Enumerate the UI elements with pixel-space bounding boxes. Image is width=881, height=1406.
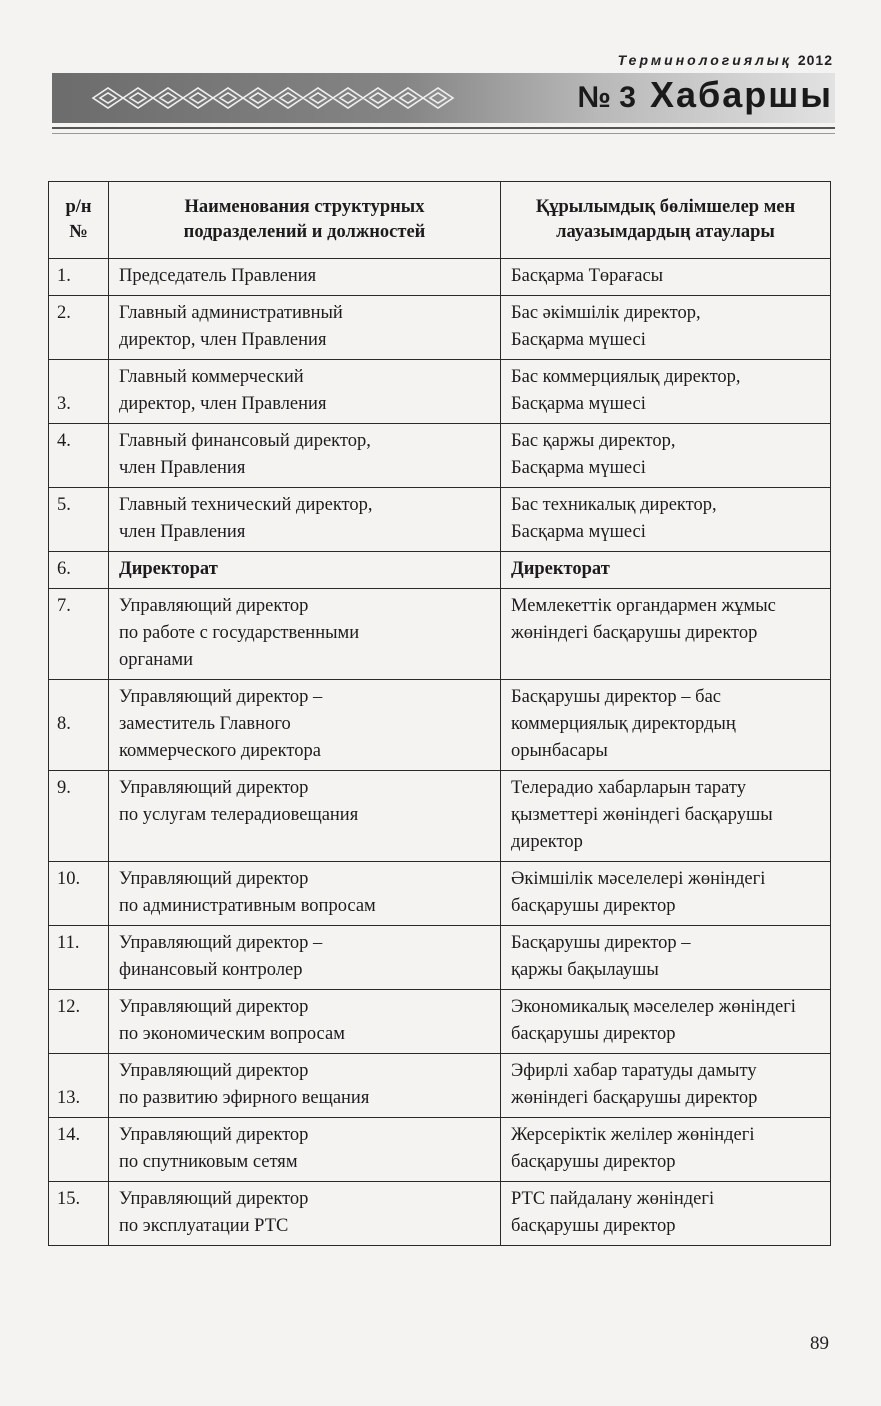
issue-title	[578, 74, 834, 116]
table-row	[49, 1118, 831, 1182]
row-ru: Управляющий директор – финансовый контролер	[109, 926, 501, 990]
row-ru: Главный коммерческий директор, член Правления	[109, 360, 501, 424]
table-row	[49, 1182, 831, 1246]
header-ru: Наименования структурных подразделений и должностей	[109, 182, 501, 259]
row-kz: Экономикалық мәселелер жөніндегі басқарушы директор	[501, 990, 831, 1054]
row-number: 6.	[49, 552, 109, 589]
row-kz: Бас қаржы директор, Басқарма мүшесі	[501, 424, 831, 488]
table-row	[49, 589, 831, 680]
row-kz: Басқарма Төрағасы	[501, 259, 831, 296]
issue-number: № 3	[577, 81, 636, 114]
header-rule	[52, 127, 835, 129]
header-num: р/н №	[49, 182, 109, 259]
row-kz: Әкімшілік мәселелері жөніндегі басқарушы директор	[501, 862, 831, 926]
table-row	[49, 926, 831, 990]
row-kz: Басқарушы директор – қаржы бақылаушы	[501, 926, 831, 990]
row-kz: Жерсеріктік желілер жөніндегі басқарушы директор	[501, 1118, 831, 1182]
row-ru: Управляющий директор по административным вопросам	[109, 862, 501, 926]
row-ru: Управляющий директор по эксплуатации РТС	[109, 1182, 501, 1246]
row-kz: Директорат	[501, 552, 831, 589]
row-ru: Управляющий директор – заместитель Главного коммерческого директора	[109, 680, 501, 771]
row-number: 13.	[49, 1054, 109, 1118]
table-row	[49, 259, 831, 296]
row-number: 7.	[49, 589, 109, 680]
table-row	[49, 296, 831, 360]
row-kz: Бас коммерциялық директор, Басқарма мүшесі	[501, 360, 831, 424]
table-row	[49, 1054, 831, 1118]
table-row	[49, 862, 831, 926]
table-row	[49, 990, 831, 1054]
journal-header	[618, 52, 833, 68]
row-kz: Бас әкімшілік директор, Басқарма мүшесі	[501, 296, 831, 360]
row-ru: Главный административный директор, член Правления	[109, 296, 501, 360]
table-row	[49, 552, 831, 589]
row-kz: Телерадио хабарларын тарату қызметтері жөніндегі басқарушы директор	[501, 771, 831, 862]
row-ru: Управляющий директор по работе с государственными органами	[109, 589, 501, 680]
table-row	[49, 424, 831, 488]
row-kz: Эфирлі хабар таратуды дамыту жөніндегі басқарушы директор	[501, 1054, 831, 1118]
row-ru: Управляющий директор по услугам телерадиовещания	[109, 771, 501, 862]
table-row	[49, 680, 831, 771]
row-ru: Главный финансовый директор, член Правления	[109, 424, 501, 488]
journal-year: 2012	[797, 52, 833, 68]
row-kz: Басқарушы директор – бас коммерциялық директордың орынбасары	[501, 680, 831, 771]
row-kz: Мемлекеттік органдармен жұмыс жөніндегі басқарушы директор	[501, 589, 831, 680]
ornament-decoration	[88, 80, 458, 116]
header-kz: Құрылымдық бөлімшелер мен лауазымдардың атаулары	[501, 182, 831, 259]
row-ru: Директорат	[109, 552, 501, 589]
table-row	[49, 488, 831, 552]
row-number: 9.	[49, 771, 109, 862]
row-number: 11.	[49, 926, 109, 990]
table-header-row	[49, 182, 831, 259]
row-number: 8.	[49, 680, 109, 771]
row-number: 1.	[49, 259, 109, 296]
row-ru: Главный технический директор, член Правления	[109, 488, 501, 552]
row-number: 14.	[49, 1118, 109, 1182]
row-number: 10.	[49, 862, 109, 926]
positions-table	[48, 181, 831, 1246]
row-ru: Управляющий директор по развитию эфирного вещания	[109, 1054, 501, 1118]
row-number: 3.	[49, 360, 109, 424]
row-number: 15.	[49, 1182, 109, 1246]
table-row	[49, 360, 831, 424]
journal-name: Терминологиялық	[617, 52, 792, 68]
row-ru: Управляющий директор по спутниковым сетям	[109, 1118, 501, 1182]
row-number: 4.	[49, 424, 109, 488]
row-kz: РТС пайдалану жөніндегі басқарушы директор	[501, 1182, 831, 1246]
table-row	[49, 771, 831, 862]
row-kz: Бас техникалық директор, Басқарма мүшесі	[501, 488, 831, 552]
page-number: 89	[810, 1333, 829, 1354]
header-rule-thin	[52, 133, 835, 134]
row-ru: Председатель Правления	[109, 259, 501, 296]
row-number: 12.	[49, 990, 109, 1054]
row-ru: Управляющий директор по экономическим вопросам	[109, 990, 501, 1054]
row-number: 5.	[49, 488, 109, 552]
issue-title-text: Хабаршы	[649, 74, 833, 115]
row-number: 2.	[49, 296, 109, 360]
